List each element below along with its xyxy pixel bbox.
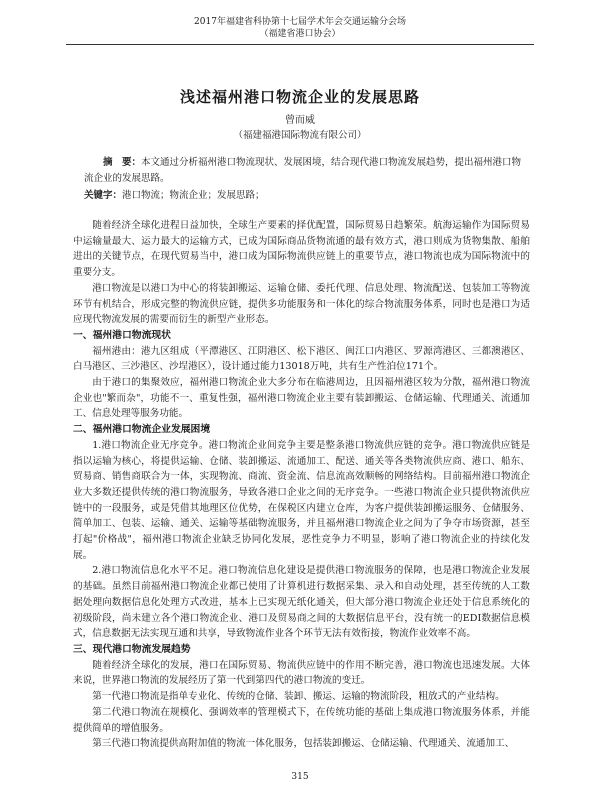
abstract <box>84 155 524 187</box>
section-3-paragraph-2: 第一代港口物流是指单专业化、传统的仓储、装卸、搬运、运输的物流阶段，粗放式的产业结构。 <box>92 691 505 703</box>
section-1-paragraph-1: 福州港由：港九区组成（平潭港区、江阴港区、松下港区、闽江口内港区、罗源湾港区、三都澳港区、白马港区、三沙港区、沙埕港区），设计通过能力13018万吨，共有生产性泊位171个。 <box>73 345 530 373</box>
intro-paragraph-1: 随着经济全球化进程日益加快，全球生产要素的择优配置，国际贸易日趋繁荣。航海运输作为国际贸易中运输量最大、运力最大的运输方式，已成为国际商品货物流通的最有效方式，港口则成为货物集散、船舶进出的关键节点，在现代贸易当中，港口成为国际物流供应链上的重要节点，港口物流也成为国际物流中的重要分支。 <box>73 220 530 279</box>
running-header <box>0 16 600 40</box>
section-2-paragraph-1: 1.港口物流企业无序竞争。港口物流企业间竞争主要是整条港口物流供应链的竞争。港口物流供应链是指以运输为核心，将提供运输、仓储、装卸搬运、流通加工、配送、通关等各类物流供应商、港口、船东、贸易商、销售商联合为一体，实现物流、商流、资金流、信息流高效顺畅的网络结构。目前福州港口物流企业大多数还提供传统的港口物流服务，导致各港口企业之间的无序竞争。一些港口物流企业只提供物流供应链中的一段服务，或是凭借其地理区位优势，在保税区内建立仓库，为客户提供装卸搬运服务、仓储服务、简单加工、包装、运输、通关、运输等基础物流服务，并且福州港口物流企业之间为了争夺市场资源，甚至打起"价格战"，福州港口物流企业缺乏协同化发展，恶性竞争力不明显，影响了港口物流企业的持续化发展。 <box>73 439 530 561</box>
section-1-paragraph-2: 由于港口的集聚效应，福州港口物流企业大多分布在临港周边，且因福州港区较为分散，福州港口物流企业也"繁而杂"，功能不一、重复性强，福州港口物流企业主要有装卸搬运、仓储运输、代理通关、流通加工、信息处理等服务功能。 <box>73 377 530 420</box>
section-3-paragraph-1: 随着经济全球化的发展，港口在国际贸易、物流供应链中的作用不断完善，港口物流也迅速发展。大体来说，世界港口物流的发展经历了第一代到第四代的港口物流的变迁。 <box>73 659 530 687</box>
paper-title: 浅述福州港口物流企业的发展思路 <box>179 88 420 106</box>
header-line-2: （福建省港口协会） <box>259 29 341 39</box>
header-divider <box>66 44 534 45</box>
abstract-label: 摘 要： <box>103 157 142 168</box>
body-text <box>73 218 530 752</box>
section-3-heading: 三、现代港口物流发展趋势 <box>73 643 191 655</box>
section-2-heading: 二、福州港口物流企业发展困境 <box>73 424 211 436</box>
section-1-heading: 一、福州港口物流现状 <box>73 329 171 341</box>
intro-paragraph-2: 港口物流是以港口为中心的将装卸搬运、运输仓储、委托代理、信息处理、物流配送、包装加工等物流环节有机结合，形成完整的物流供应链，提供多功能服务和一体化的综合物流服务体系，同时也是港口为适应现代物流发展的需要而衍生的新型产业形态。 <box>73 282 530 326</box>
keywords <box>84 188 524 204</box>
author-name: 曾而威 <box>285 115 315 126</box>
keywords-text: 港口物流；物流企业；发展思路； <box>122 190 265 201</box>
abstract-text: 本文通过分析福州港口物流现状、发展困境，结合现代港口物流发展趋势，提出福州港口物流企业的发展思路。 <box>84 157 522 184</box>
section-3-paragraph-3: 第二代港口物流在规模化、强调效率的管理模式下，在传统功能的基础上集成港口物流服务体系，并能提供简单的增值服务。 <box>73 706 530 734</box>
section-2-paragraph-2: 2.港口物流信息化水平不足。港口物流信息化建设是提供港口物流服务的保障，也是港口物流企业发展的基础。虽然目前福州港口物流企业都已使用了计算机进行数据采集、录入和自动处理，甚至传统的人工数据处理向数据信息化处理方式改进，基本上已实现无纸化通关，但大部分港口物流企业还处于信息系统化的初级阶段，尚未建立各个港口物流企业、港口及贸易商之间的大数据信息平台，没有统一的EDI数据信息模式，信息数据无法实现互通和共享，导致物流作业各个环节无法有效衔接，物流作业效率不高。 <box>73 565 530 640</box>
author-affiliation: （福建福港国际物流有限公司） <box>233 130 367 141</box>
header-line-1: 2017年福建省科协第十七届学术年会交通运输分会场 <box>194 17 406 27</box>
section-3-paragraph-4: 第三代港口物流提供高附加值的物流一体化服务，包括装卸搬运、仓储运输、代理通关、流通加工、 <box>92 738 515 750</box>
page-number: 315 <box>291 772 309 782</box>
keywords-label: 关键字： <box>84 190 123 201</box>
